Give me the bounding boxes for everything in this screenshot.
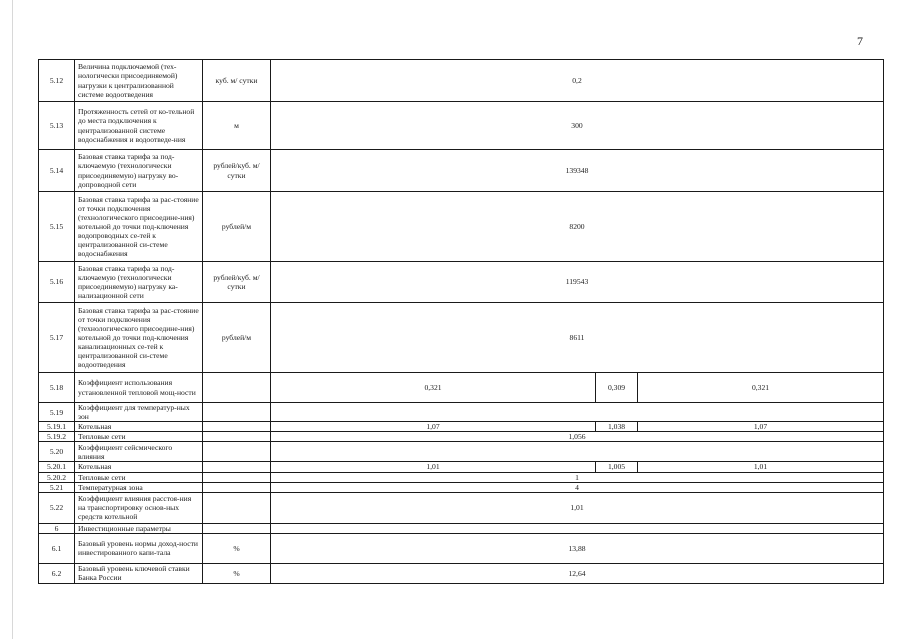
unit-cell <box>203 422 271 432</box>
parameter-name: Базовая ставка тарифа за под-ключаемую (технологически присоединяемую) нагрузку во-допроводной сети <box>75 150 203 192</box>
row-number: 6 <box>39 523 75 533</box>
value-cell: 1 <box>271 472 884 482</box>
parameter-name: Протяженность сетей от ко-тельной до места подключения к централизованной системе водоснабжения и водоотведе-ния <box>75 102 203 150</box>
table-row <box>39 262 884 303</box>
value-cell-3: 1,01 <box>638 462 884 472</box>
unit-cell: % <box>203 533 271 563</box>
value-cell <box>271 442 884 462</box>
value-cell: 300 <box>271 102 884 150</box>
parameter-name: Тепловые сети <box>75 472 203 482</box>
value-cell: 13,88 <box>271 533 884 563</box>
parameter-name: Базовая ставка тарифа за рас-стояние от точки подключения (технологического присоедине-ния) котельной до точки под-ключения канализационных се-тей к централизованной си-стеме водоотведения <box>75 303 203 373</box>
row-number: 5.19.2 <box>39 432 75 442</box>
table-row <box>39 373 884 403</box>
page-number: 7 <box>857 34 863 48</box>
unit-cell: рублей/м <box>203 192 271 262</box>
value-cell-3: 1,07 <box>638 422 884 432</box>
unit-cell <box>203 462 271 472</box>
unit-cell: куб. м/ сутки <box>203 60 271 102</box>
value-cell-2: 0,309 <box>596 373 638 403</box>
value-cell: 4 <box>271 482 884 492</box>
parameter-name: Тепловые сети <box>75 432 203 442</box>
table-row <box>39 303 884 373</box>
unit-cell <box>203 492 271 523</box>
parameter-name: Базовый уровень ключевой ставки Банка России <box>75 563 203 583</box>
unit-cell: рублей/куб. м/сутки <box>203 262 271 303</box>
row-number: 5.17 <box>39 303 75 373</box>
parameter-name: Коэффициент влияния расстоя-ния на транспортировку основ-ных средств котельной <box>75 492 203 523</box>
row-number: 5.16 <box>39 262 75 303</box>
parameter-name: Коэффициент использования установленной тепловой мощ-ности <box>75 373 203 403</box>
table-row <box>39 492 884 523</box>
table-row <box>39 403 884 422</box>
row-number: 5.15 <box>39 192 75 262</box>
value-cell <box>271 523 884 533</box>
row-number: 5.20.2 <box>39 472 75 482</box>
table-row <box>39 102 884 150</box>
value-cell: 1,01 <box>271 492 884 523</box>
parameter-name: Базовая ставка тарифа за под-ключаемую (технологически присоединяемую) нагрузку ка-нализационной сети <box>75 262 203 303</box>
parameter-name: Базовый уровень нормы доход-ности инвестированного капи-тала <box>75 533 203 563</box>
value-cell-3: 0,321 <box>638 373 884 403</box>
parameter-name: Котельная <box>75 422 203 432</box>
scan-left-edge <box>12 0 13 639</box>
parameter-name: Котельная <box>75 462 203 472</box>
row-number: 5.12 <box>39 60 75 102</box>
row-number: 5.19.1 <box>39 422 75 432</box>
value-cell: 139348 <box>271 150 884 192</box>
row-number: 5.21 <box>39 482 75 492</box>
unit-cell <box>203 442 271 462</box>
unit-cell <box>203 523 271 533</box>
row-number: 5.20 <box>39 442 75 462</box>
table-row <box>39 523 884 533</box>
unit-cell <box>203 432 271 442</box>
value-cell-1: 1,01 <box>271 462 596 472</box>
table-row <box>39 432 884 442</box>
table-row <box>39 60 884 102</box>
unit-cell: рублей/м <box>203 303 271 373</box>
value-cell-1: 1,07 <box>271 422 596 432</box>
value-cell-1: 0,321 <box>271 373 596 403</box>
row-number: 5.14 <box>39 150 75 192</box>
parameter-name: Инвестиционные параметры <box>75 523 203 533</box>
value-cell: 1,056 <box>271 432 884 442</box>
parameter-name: Коэффициент сейсмического влияния <box>75 442 203 462</box>
table-row <box>39 192 884 262</box>
table-row <box>39 442 884 462</box>
unit-cell <box>203 472 271 482</box>
value-cell-2: 1,005 <box>596 462 638 472</box>
value-cell: 12,64 <box>271 563 884 583</box>
table-row <box>39 150 884 192</box>
value-cell: 8611 <box>271 303 884 373</box>
row-number: 5.13 <box>39 102 75 150</box>
parameters-table <box>38 59 884 584</box>
table-row <box>39 422 884 432</box>
unit-cell <box>203 373 271 403</box>
row-number: 5.18 <box>39 373 75 403</box>
parameter-name: Коэффициент для температур-ных зон <box>75 403 203 422</box>
table-row <box>39 462 884 472</box>
value-cell <box>271 403 884 422</box>
unit-cell: м <box>203 102 271 150</box>
table-row <box>39 472 884 482</box>
value-cell: 0,2 <box>271 60 884 102</box>
row-number: 5.19 <box>39 403 75 422</box>
table-row <box>39 563 884 583</box>
unit-cell: % <box>203 563 271 583</box>
row-number: 5.20.1 <box>39 462 75 472</box>
value-cell-2: 1,038 <box>596 422 638 432</box>
unit-cell <box>203 482 271 492</box>
unit-cell <box>203 403 271 422</box>
value-cell: 119543 <box>271 262 884 303</box>
row-number: 5.22 <box>39 492 75 523</box>
row-number: 6.1 <box>39 533 75 563</box>
parameter-name: Величина подключаемой (тех-нологически присоединяемой) нагрузки к централизованной системе водоотведения <box>75 60 203 102</box>
table-row <box>39 533 884 563</box>
parameter-name: Базовая ставка тарифа за рас-стояние от точки подключения (технологического присоедине-ния) котельной до точки под-ключения водопроводных се-тей к централизованной си-стеме водоснабжения <box>75 192 203 262</box>
unit-cell: рублей/куб. м/сутки <box>203 150 271 192</box>
parameter-name: Температурная зона <box>75 482 203 492</box>
value-cell: 8200 <box>271 192 884 262</box>
row-number: 6.2 <box>39 563 75 583</box>
table-row <box>39 482 884 492</box>
